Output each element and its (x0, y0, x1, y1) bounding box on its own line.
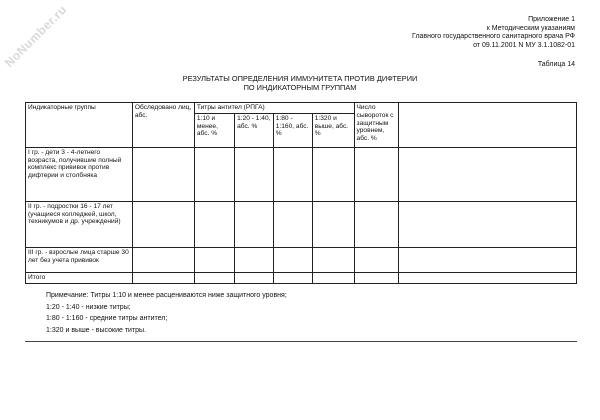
header-titer-4: 1:320 и выше, абс. % (312, 113, 354, 147)
annex-line-2: к Методическим указаниям (486, 24, 575, 32)
row-label-total: Итого (26, 272, 133, 283)
table-row (26, 147, 577, 201)
header-titer-1: 1:10 и менее, абс. % (194, 113, 234, 147)
header-titer-2: 1:20 - 1:40, абс. % (235, 113, 274, 147)
row-label-group-2: II гр. - подростки 16 - 17 лет (учащиеся колледжей, школ, техникумов и др. учреждений) (26, 201, 133, 247)
title-line-2: ПО ИНДИКАТОРНЫМ ГРУППАМ (243, 82, 357, 92)
table-row (26, 247, 577, 272)
bottom-divider (25, 341, 577, 342)
header-titer-3: 1:80 - 1:160, абс. % (273, 113, 312, 147)
notes (46, 290, 287, 336)
table-row (26, 272, 577, 283)
annex-line-3: Главного государственного санитарного врача РФ (412, 33, 575, 41)
annex-line-4: от 09.11.2001 N МУ 3.1.1082-01 (473, 41, 575, 49)
row-label-group-1: I гр. - дети 3 - 4-летнего возраста, получившие полный комплекс прививок против дифтерии и столбняка (26, 147, 133, 201)
note-line-3: 1:80 - 1:160 - средние титры антител; (46, 315, 168, 322)
annex-header (412, 16, 575, 50)
header-titers: Титры антител (РПГА) (194, 103, 354, 114)
note-line-2: 1:20 - 1:40 - низкие титры; (46, 303, 131, 311)
annex-line-1: Приложение 1 (528, 16, 575, 23)
note-line-1: Примечание: Титры 1:10 и менее расцениваются ниже защитного уровня; (46, 292, 287, 299)
row-label-group-3: III гр. - взрослые лица старше 30 лет без учета прививок (26, 247, 133, 272)
header-examined: Обследовано лиц, абс. (132, 103, 194, 148)
watermark: NoNumber.ru (2, 2, 70, 70)
table-row (26, 201, 577, 247)
header-extra (398, 103, 576, 148)
header-protective: Число сывороток с защитным уровнем, абс. % (354, 103, 398, 148)
results-table (25, 102, 577, 284)
header-groups: Индикаторные группы (26, 103, 133, 148)
note-line-4: 1:320 и выше - высокие титры. (46, 326, 147, 334)
table-number: Таблица 14 (537, 61, 575, 68)
title-line-1: РЕЗУЛЬТАТЫ ОПРЕДЕЛЕНИЯ ИММУНИТЕТА ПРОТИВ ДИФТЕРИИ (182, 74, 418, 83)
document-title (0, 75, 600, 92)
